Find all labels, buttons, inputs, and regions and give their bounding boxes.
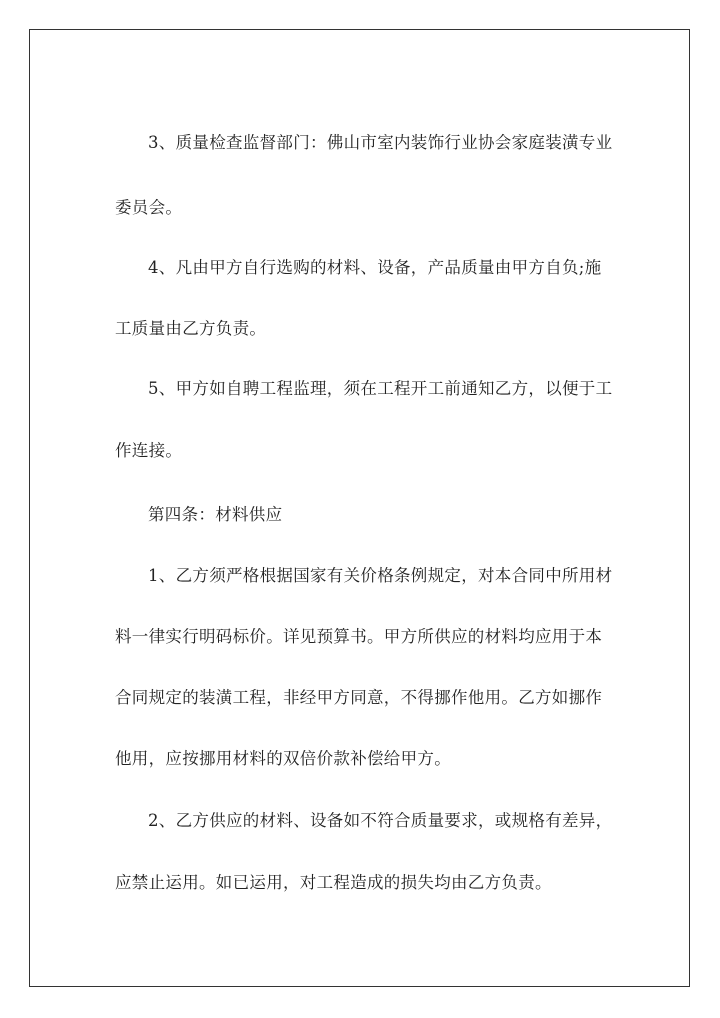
clause-5-line-1: 5、甲方如自聘工程监理，须在工程开工前通知乙方，以便于工: [148, 379, 613, 398]
supply-1-line-2: 料一律实行明码标价。详见预算书。甲方所供应的材料均应用于本: [115, 627, 603, 646]
supply-1-line-4: 他用，应按挪用材料的双倍价款补偿给甲方。: [115, 749, 451, 768]
clause-5-line-2: 作连接。: [115, 441, 183, 460]
clause-3-line-1: 3、质量检查监督部门：佛山市室内装饰行业协会家庭装潢专业: [148, 133, 613, 152]
clause-3-line-2: 委员会。: [115, 198, 183, 217]
clause-4-line-2: 工质量由乙方负责。: [115, 319, 267, 338]
clause-4-line-1: 4、凡由甲方自行选购的材料、设备，产品质量由甲方自负;施: [148, 258, 602, 277]
section-heading: 第四条：材料供应: [148, 505, 283, 524]
supply-1-line-1: 1、乙方须严格根据国家有关价格条例规定，对本合同中所用材: [148, 566, 613, 585]
supply-2-line-1: 2、乙方供应的材料、设备如不符合质量要求，或规格有差异，: [148, 811, 613, 830]
supply-1-line-3: 合同规定的装潢工程，非经甲方同意，不得挪作他用。乙方如挪作: [115, 688, 603, 707]
supply-2-line-2: 应禁止运用。如已运用，对工程造成的损失均由乙方负责。: [115, 873, 552, 892]
